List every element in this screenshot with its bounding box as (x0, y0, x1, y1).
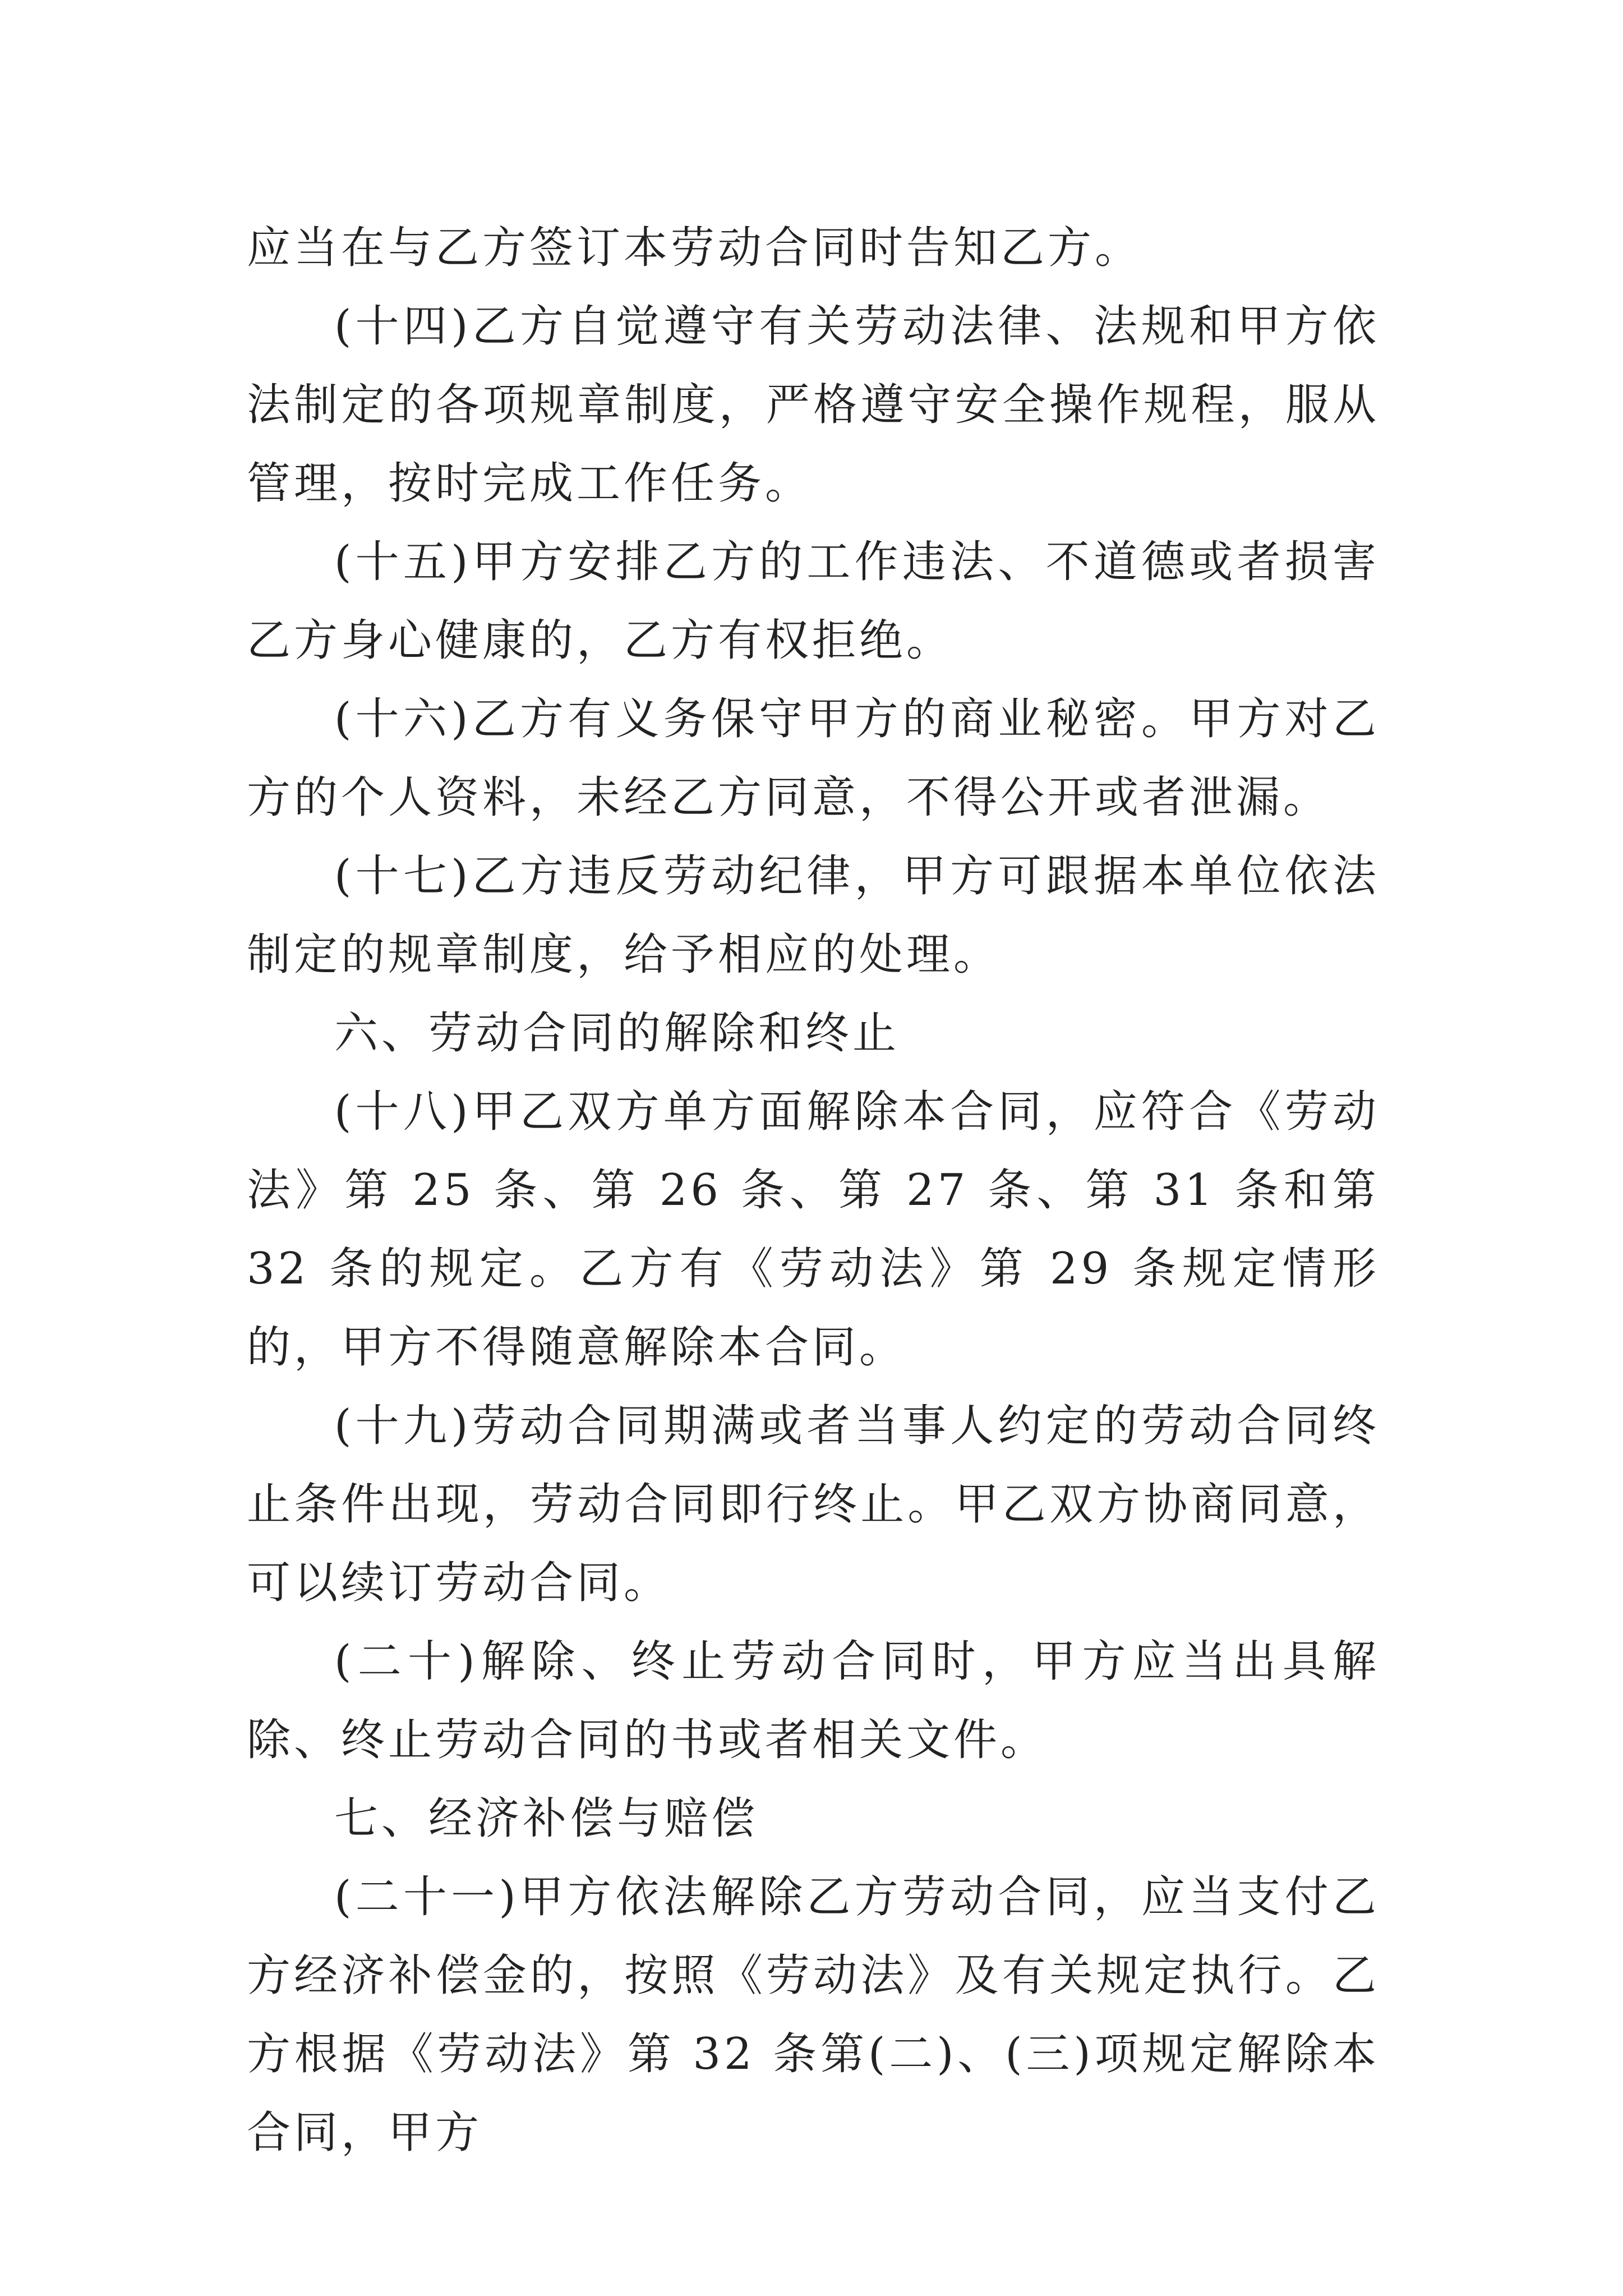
paragraph-clause-17: (十七)乙方违反劳动纪律，甲方可跟据本单位依法制定的规章制度，给予相应的处理。 (247, 851, 1380, 980)
section-heading-7: 七、经济补偿与赔偿 (334, 1793, 759, 1844)
paragraph-clause-21: (二十一)甲方依法解除乙方劳动合同，应当支付乙方经济补偿金的，按照《劳动法》及有关规定执行。乙方根据《劳动法》第 32 条第(二)、(三)项规定解除本合同，甲方 (247, 1872, 1380, 2158)
paragraph-clause-14: (十四)乙方自觉遵守有关劳动法律、法规和甲方依法制定的各项规章制度，严格遵守安全操作规程，服从管理，按时完成工作任务。 (247, 301, 1380, 509)
paragraph-clause-20: (二十)解除、终止劳动合同时，甲方应当出具解除、终止劳动合同的书或者相关文件。 (247, 1636, 1380, 1765)
document-body (247, 209, 1380, 2172)
paragraph-clause-18: (十八)甲乙双方单方面解除本合同，应符合《劳动法》第 25 条、第 26 条、第 27 条、第 31 条和第 32 条的规定。乙方有《劳动法》第 29 条规定情形的，甲方不得随意解除本合同。 (247, 1087, 1380, 1373)
section-heading-6: 六、劳动合同的解除和终止 (334, 1008, 900, 1059)
paragraph-clause-19: (十九)劳动合同期满或者当事人约定的劳动合同终止条件出现，劳动合同即行终止。甲乙双方协商同意，可以续订劳动合同。 (247, 1401, 1380, 1608)
paragraph-clause-16: (十六)乙方有义务保守甲方的商业秘密。甲方对乙方的个人资料，未经乙方同意，不得公开或者泄漏。 (247, 694, 1380, 823)
paragraph-continuation: 应当在与乙方签订本劳动合同时告知乙方。 (247, 223, 1142, 273)
paragraph-clause-15: (十五)甲方安排乙方的工作违法、不道德或者损害乙方身心健康的，乙方有权拒绝。 (247, 537, 1380, 666)
